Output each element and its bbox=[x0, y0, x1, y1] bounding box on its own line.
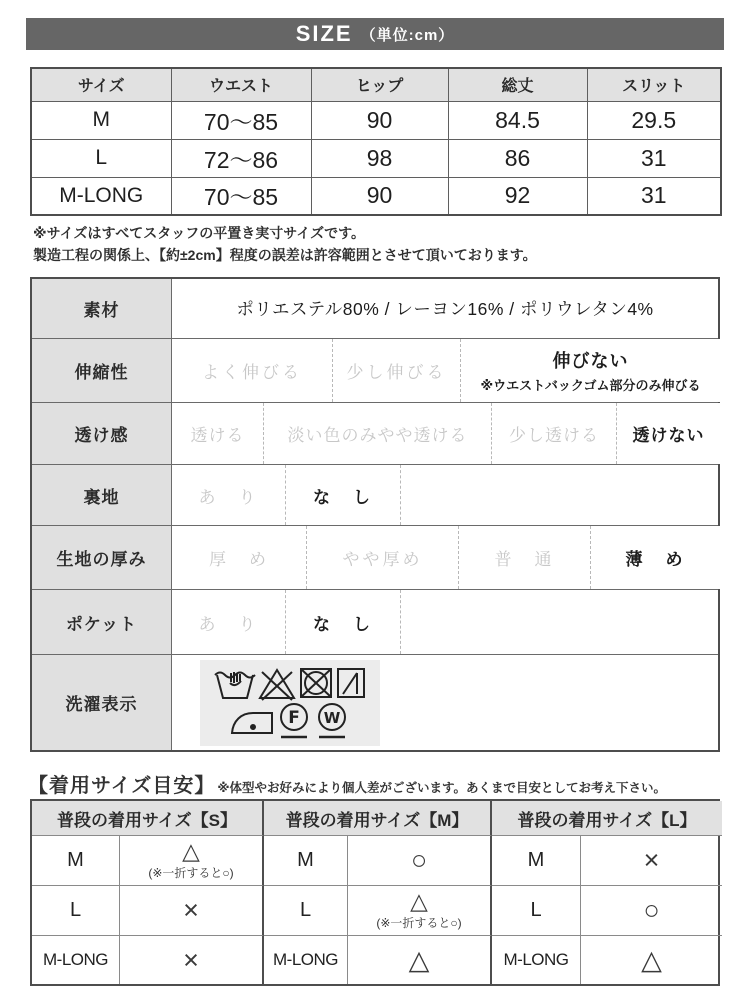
size-mlong: M-LONG bbox=[31, 177, 171, 215]
do-not-tumble-dry-icon bbox=[297, 665, 335, 701]
sheer-option: 淡い色のみやや透ける bbox=[264, 403, 492, 464]
lining-option: あ り bbox=[172, 465, 286, 525]
fit-header-m: 普段の着用サイズ【M】 bbox=[264, 801, 492, 836]
spec-row-thickness bbox=[32, 525, 718, 589]
fit-size-label: M-LONG bbox=[503, 950, 569, 969]
care-letter-w: W bbox=[323, 708, 341, 727]
fit-guide-heading bbox=[28, 769, 738, 798]
banner-unit-label: （単位:cm） bbox=[360, 26, 455, 44]
stretch-note: ※ウエストバックゴム部分のみ伸びる bbox=[480, 378, 701, 393]
spec-row-material bbox=[32, 279, 718, 338]
size-banner bbox=[26, 18, 724, 50]
fit-mark: △ bbox=[182, 838, 200, 864]
stretch-option: よく伸びる bbox=[172, 339, 333, 402]
pocket-option-selected: な し bbox=[286, 590, 401, 654]
fit-size-cell bbox=[492, 886, 581, 936]
sheer-option-selected: 透けない bbox=[632, 426, 705, 445]
hip-value: 98 bbox=[311, 139, 448, 177]
fit-size-cell bbox=[264, 836, 348, 886]
stretch-options bbox=[172, 339, 720, 402]
thickness-option: やや厚め bbox=[307, 526, 459, 589]
thickness-option-selected: 薄 め bbox=[625, 550, 686, 569]
size-l: L bbox=[31, 139, 171, 177]
laundry-symbols-block bbox=[200, 660, 380, 746]
fit-mark-cell bbox=[348, 936, 492, 984]
care-content bbox=[172, 655, 718, 750]
spec-row-lining bbox=[32, 464, 718, 525]
fit-mark: ○ bbox=[643, 895, 660, 925]
material-label: 素材 bbox=[32, 279, 172, 338]
col-length: 総丈 bbox=[448, 68, 587, 101]
fit-mark-cell bbox=[581, 836, 722, 886]
fit-mark: △ bbox=[641, 944, 662, 975]
size-m: M bbox=[31, 101, 171, 139]
care-row-2 bbox=[229, 701, 351, 741]
size-table-header-row bbox=[31, 68, 721, 101]
sheer-option: 透ける bbox=[172, 403, 264, 464]
fit-mark: × bbox=[183, 895, 199, 925]
pocket-options bbox=[172, 590, 718, 654]
fit-guide-table bbox=[30, 799, 720, 986]
pocket-option: あ り bbox=[172, 590, 286, 654]
material-content bbox=[172, 279, 718, 338]
fit-header-l: 普段の着用サイズ【L】 bbox=[492, 801, 722, 836]
fit-mark-cell bbox=[581, 936, 722, 984]
fit-mark-cell bbox=[348, 886, 492, 936]
length-value: 84.5 bbox=[448, 101, 587, 139]
fit-size-label: L bbox=[530, 899, 542, 921]
spec-row-pocket bbox=[32, 589, 718, 654]
waist-value: 70〜85 bbox=[171, 177, 311, 215]
fit-size-cell bbox=[32, 836, 120, 886]
col-slit: スリット bbox=[587, 68, 721, 101]
thickness-option: 普 通 bbox=[459, 526, 591, 589]
fit-size-label: M-LONG bbox=[43, 950, 108, 969]
fit-mark-note: (※一折すると○) bbox=[148, 866, 234, 880]
fit-mark: × bbox=[643, 845, 660, 875]
lining-options bbox=[172, 465, 718, 525]
sheer-label: 透け感 bbox=[32, 403, 172, 464]
dry-clean-F-icon bbox=[275, 701, 313, 741]
fit-size-cell bbox=[264, 886, 348, 936]
fit-size-cell bbox=[32, 936, 120, 984]
col-waist: ウエスト bbox=[171, 68, 311, 101]
hip-value: 90 bbox=[311, 177, 448, 215]
empty-cell bbox=[401, 590, 718, 654]
length-value: 92 bbox=[448, 177, 587, 215]
col-size: サイズ bbox=[31, 68, 171, 101]
fit-guide-title: 【着用サイズ目安】 bbox=[28, 775, 216, 797]
waist-value: 70〜85 bbox=[171, 101, 311, 139]
size-table bbox=[30, 67, 722, 216]
note-line: 製造工程の関係上、【約±2cm】程度の誤差は許容範囲とさせて頂いております。 bbox=[33, 247, 537, 264]
fit-size-label: M bbox=[67, 849, 84, 871]
fit-size-label: L bbox=[299, 899, 312, 921]
sheer-options bbox=[172, 403, 720, 464]
spec-row-sheer bbox=[32, 402, 718, 464]
slit-value: 29.5 bbox=[587, 101, 721, 139]
empty-cell bbox=[401, 465, 718, 525]
fit-size-label: M bbox=[527, 849, 545, 871]
stretch-option: 少し伸びる bbox=[333, 339, 461, 402]
table-row bbox=[31, 101, 721, 139]
fit-size-cell bbox=[264, 936, 348, 984]
fit-guide-note: ※体型やお好みにより個人差がございます。あくまで目安としてお考え下さい。 bbox=[217, 781, 667, 795]
waist-value: 72〜86 bbox=[171, 139, 311, 177]
fit-mark-note: (※一折すると○) bbox=[376, 916, 462, 930]
fit-mark: ○ bbox=[410, 845, 428, 875]
fit-size-label: M bbox=[297, 849, 314, 871]
lining-option-selected: な し bbox=[286, 465, 401, 525]
care-row-1 bbox=[213, 665, 367, 701]
table-row bbox=[31, 177, 721, 215]
fit-mark-cell bbox=[120, 886, 264, 936]
fit-mark: △ bbox=[410, 888, 428, 914]
thickness-option: 厚 め bbox=[172, 526, 307, 589]
material-value: ポリエステル80% / レーヨン16% / ポリウレタン4% bbox=[236, 299, 654, 319]
slit-value: 31 bbox=[587, 177, 721, 215]
slit-value: 31 bbox=[587, 139, 721, 177]
care-letter-f: F bbox=[288, 707, 300, 728]
fit-mark: △ bbox=[408, 944, 430, 975]
stretch-selected-text: 伸びない bbox=[552, 351, 629, 371]
fit-mark-cell bbox=[348, 836, 492, 886]
thickness-label: 生地の厚み bbox=[32, 526, 172, 589]
fit-size-cell bbox=[32, 886, 120, 936]
hang-dry-in-shade-icon bbox=[335, 665, 367, 701]
spec-row-care bbox=[32, 654, 718, 750]
length-value: 86 bbox=[448, 139, 587, 177]
fit-size-cell bbox=[492, 836, 581, 886]
fit-mark-cell bbox=[581, 886, 722, 936]
fit-mark-cell bbox=[120, 936, 264, 984]
fit-size-label: M-LONG bbox=[273, 950, 338, 969]
banner-title: SIZE bbox=[295, 21, 353, 46]
note-line: ※サイズはすべてスタッフの平置き実寸サイズです。 bbox=[33, 225, 365, 241]
sheer-option: 少し透ける bbox=[492, 403, 617, 464]
care-label: 洗濯表示 bbox=[32, 655, 172, 750]
hip-value: 90 bbox=[311, 101, 448, 139]
fit-size-cell bbox=[492, 936, 581, 984]
fit-header-s: 普段の着用サイズ【S】 bbox=[32, 801, 264, 836]
do-not-bleach-icon bbox=[257, 665, 297, 701]
hand-wash-icon bbox=[213, 665, 257, 701]
fit-size-label: L bbox=[69, 899, 82, 921]
stretch-label: 伸縮性 bbox=[32, 339, 172, 402]
pocket-label: ポケット bbox=[32, 590, 172, 654]
fit-mark-cell bbox=[120, 836, 264, 886]
wet-clean-W-icon bbox=[313, 701, 351, 741]
fit-mark: × bbox=[183, 944, 199, 975]
spec-table bbox=[30, 277, 720, 752]
col-hip: ヒップ bbox=[311, 68, 448, 101]
thickness-options bbox=[172, 526, 720, 589]
spec-row-stretch bbox=[32, 338, 718, 402]
lining-label: 裏地 bbox=[32, 465, 172, 525]
stretch-option-selected bbox=[461, 339, 720, 402]
size-notes bbox=[33, 222, 733, 267]
iron-low-heat-icon bbox=[229, 701, 275, 741]
table-row bbox=[31, 139, 721, 177]
